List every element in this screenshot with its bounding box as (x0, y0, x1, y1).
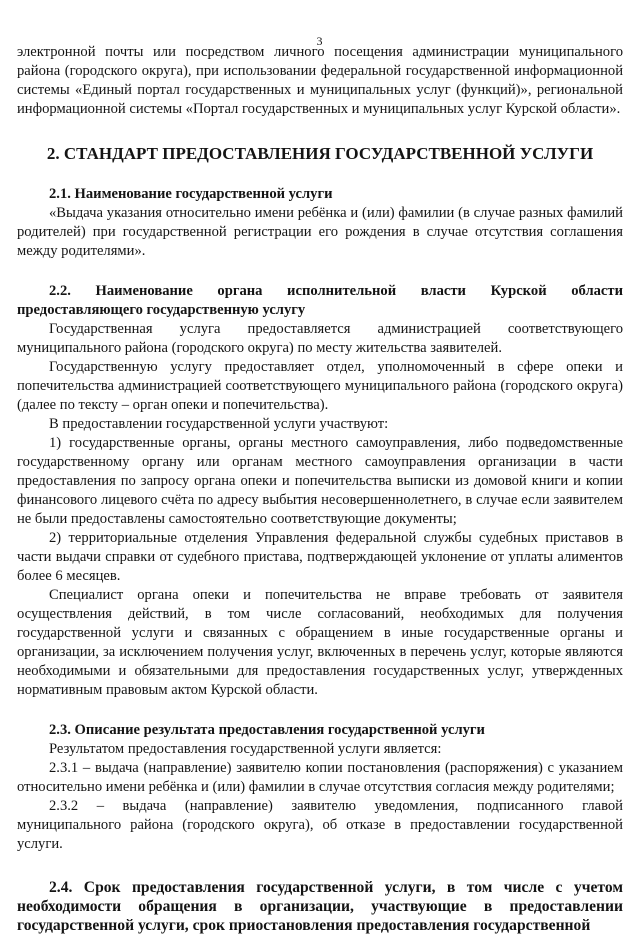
section-title: 2. СТАНДАРТ ПРЕДОСТАВЛЕНИЯ ГОСУДАРСТВЕННОЙ УСЛУГИ (46, 144, 594, 163)
intro-paragraph: электронной почты или посредством личного посещения администрации муниципального района (городского округа), при использовании федеральной государственной информационной системы «Единый портал государственных и муниципальных услуг (функций)», региональной информационной системы «Портал государственных и муниципальных услуг Курской области». (17, 44, 623, 117)
paragraph-2-3-1: Результатом предоставления государственной услуги является: (49, 741, 442, 757)
paragraph-2-2-5: 2) территориальные отделения Управления федеральной службы судебных приставов в части выдачи справки от судебного пристава, подтверждающей уклонение от уплаты алиментов более 6 месяцев. (17, 530, 623, 584)
paragraph-2-2-2: Государственную услугу предоставляет отдел, уполномоченный в сфере опеки и попечительства администрацией соответствующего муниципального района (городского округа) (далее по тексту – орган опеки и попечительства). (17, 359, 623, 413)
paragraph-2-1: «Выдача указания относительно имени ребёнка и (или) фамилии (в случае разных фамилий родителей) при государственной регистрации его рождения в случае отсутствия соглашения между родителями». (17, 205, 623, 259)
page-number: 3 (316, 34, 323, 48)
heading-2-1: 2.1. Наименование государственной услуги (49, 186, 333, 202)
paragraph-2-2-6: Специалист органа опеки и попечительства не вправе требовать от заявителя осуществления действий, в том числе согласований, необходимых для получения государственной услуги и связанных с обращением в иные государственные органы и организации, за исключением получения услуг, включенных в перечень услуг, которые являются необходимыми и обязательными для предоставления государственных услуг, утвержденных нормативным правовым актом Курской области. (17, 587, 623, 698)
paragraph-2-2-3: В предоставлении государственной услуги участвуют: (49, 416, 389, 432)
heading-2-4: 2.4. Срок предоставления государственной услуги, в том числе с учетом необходимости обращения в организации, участвующие в предоставлении государственной услуги, срок приостановления предоставления государственной (17, 879, 623, 934)
paragraph-2-2-1: Государственная услуга предоставляется администрацией соответствующего муниципального района (городского округа) по месту жительства заявителей. (17, 321, 623, 356)
heading-2-3: 2.3. Описание результата предоставления государственной услуги (49, 722, 485, 738)
heading-2-2: 2.2. Наименование органа исполнительной власти Курской области предоставляющего государственную услугу (17, 283, 623, 318)
paragraph-2-2-4: 1) государственные органы, органы местного самоуправления, либо подведомственные государственному органу или органам местного самоуправления организации в части предоставления по запросу органа опеки и попечительства выписки из домовой книги и копии финансового лицевого счёта по адресу выбытия несовершеннолетнего, в случае если заявителем не были предоставлены самостоятельно соответствующие документы; (17, 435, 623, 527)
paragraph-2-3-3: 2.3.2 – выдача (направление) заявителю уведомления, подписанного главой муниципального района (городского округа), об отказе в предоставлении государственной услуги. (17, 798, 623, 852)
page-body (17, 43, 623, 935)
paragraph-2-3-2: 2.3.1 – выдача (направление) заявителю копии постановления (распоряжения) с указанием относительно имени ребёнка и (или) фамилии в случае отсутствия согласия между родителями; (17, 760, 623, 795)
